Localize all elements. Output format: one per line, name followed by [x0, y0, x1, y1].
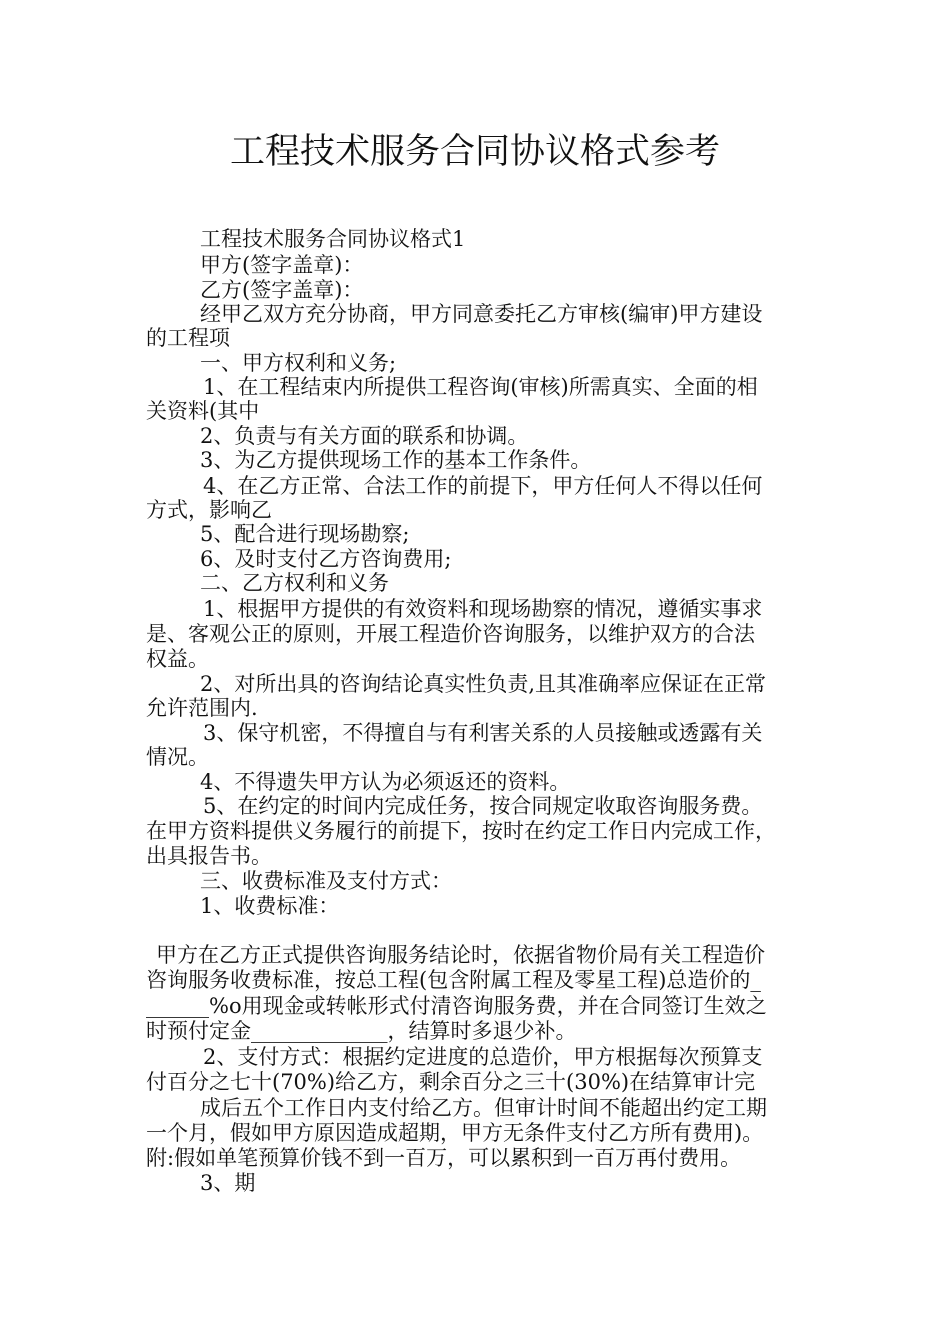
section-heading: 工程技术服务合同协议格式1: [200, 227, 466, 251]
paragraph-line: 甲方在乙方正式提供咨询服务结论时，依据省物价局有关工程造价: [156, 943, 765, 967]
paragraph-line: 经甲乙双方充分协商，甲方同意委托乙方审核(编审)甲方建设: [200, 302, 763, 326]
section-heading: 二、乙方权利和义务: [200, 571, 389, 595]
list-item: 3、期: [200, 1171, 256, 1195]
document-title: 工程技术服务合同协议格式参考: [229, 132, 720, 172]
paragraph-line: 1、在工程结束内所提供工程咨询(审核)所需真实、全面的相: [203, 375, 758, 399]
paragraph-line: 方式，影响乙: [146, 498, 272, 522]
paragraph-line: 附:假如单笔预算价钱不到一百万，可以累积到一百万再付费用。: [146, 1146, 742, 1170]
paragraph-line: 关资料(其中: [146, 399, 260, 423]
paragraph-line: 5、在约定的时间内完成任务，按合同规定收取咨询服务费。: [203, 794, 763, 818]
paragraph-line: 4、在乙方正常、合法工作的前提下，甲方任何人不得以任何: [203, 474, 763, 498]
list-item: 4、不得遗失甲方认为必须返还的资料。: [200, 770, 571, 794]
paragraph-line: 是、客观公正的原则，开展工程造价咨询服务，以维护双方的合法: [146, 622, 755, 646]
paragraph-line: 在甲方资料提供义务履行的前提下，按时在约定工作日内完成工作，: [146, 819, 776, 843]
paragraph-line: 权益。: [146, 647, 209, 671]
party-b-signature-line: 乙方(签字盖章)：: [200, 278, 364, 302]
paragraph-line: 成后五个工作日内支付给乙方。但审计时间不能超出约定工期: [200, 1096, 767, 1120]
list-item: 1、收费标准：: [200, 894, 340, 918]
paragraph-line: 允许范围内.: [146, 696, 258, 720]
section-heading: 一、甲方权利和义务;: [200, 351, 397, 375]
list-item: 3、为乙方提供现场工作的基本工作条件。: [200, 448, 592, 472]
list-item: 5、配合进行现场勘察;: [200, 522, 410, 546]
paragraph-line: 情况。: [146, 745, 209, 769]
paragraph-line: 一个月，假如甲方原因造成超期，甲方无条件支付乙方所有费用)。: [146, 1121, 764, 1145]
paragraph-line: 付百分之七十(70%)给乙方，剩余百分之三十(30%)在结算审计完: [146, 1070, 756, 1094]
paragraph-line: 3、保守机密，不得擅自与有利害关系的人员接触或透露有关: [203, 721, 763, 745]
paragraph-line: ______%o用现金或转帐形式付清咨询服务费，并在合同签订生效之: [146, 994, 767, 1018]
paragraph-line: 出具报告书。: [146, 844, 272, 868]
paragraph-line: 1、根据甲方提供的有效资料和现场勘察的情况，遵循实事求: [203, 597, 763, 621]
section-heading: 三、收费标准及支付方式：: [200, 869, 452, 893]
paragraph-line: 2、支付方式：根据约定进度的总造价，甲方根据每次预算支: [203, 1045, 763, 1069]
party-a-signature-line: 甲方(签字盖章)：: [200, 253, 364, 277]
list-item: 2、负责与有关方面的联系和协调。: [200, 424, 529, 448]
paragraph-line: 2、对所出具的咨询结论真实性负责,且其准确率应保证在正常: [200, 672, 767, 696]
list-item: 6、及时支付乙方咨询费用;: [200, 547, 452, 571]
paragraph-line: 咨询服务收费标准，按总工程(包含附属工程及零星工程)总造价的_: [146, 968, 761, 992]
paragraph-line: 时预付定金_____________，结算时多退少补。: [146, 1019, 577, 1043]
paragraph-line: 的工程项: [146, 326, 230, 350]
